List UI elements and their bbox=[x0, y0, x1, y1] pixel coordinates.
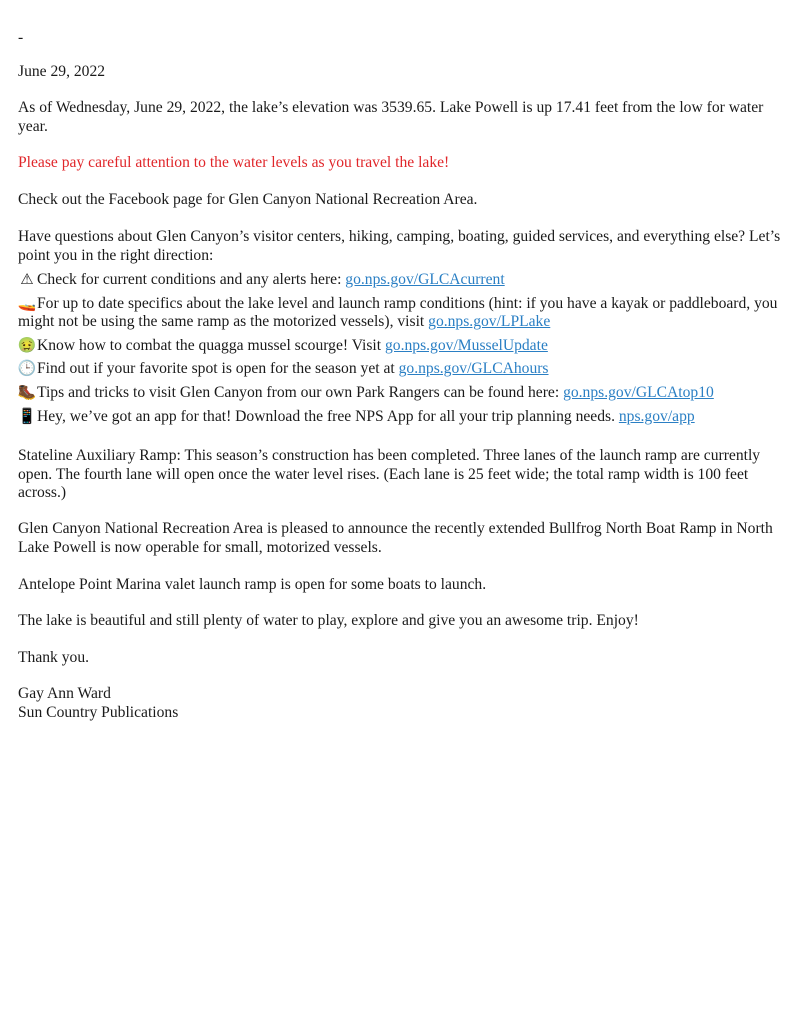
link-glca-current[interactable]: go.nps.gov/GLCAcurrent bbox=[345, 271, 505, 288]
resource-text: For up to date specifics about the lake level and launch ramp conditions (hint: if you have a kayak or paddleboard, you might not be using the same ramp as the motorized vessels), visit bbox=[18, 294, 778, 331]
dash: - bbox=[18, 29, 24, 46]
resource-text: Check for current conditions and any alerts here: bbox=[37, 271, 346, 288]
resource-item bbox=[18, 271, 788, 290]
sick-face-icon: 🤢 bbox=[17, 337, 37, 354]
elevation-paragraph: As of Wednesday, June 29, 2022, the lake’s elevation was 3539.65. Lake Powell is up 17.41 feet from the low for water year. bbox=[18, 99, 764, 135]
link-glca-top10[interactable]: go.nps.gov/GLCAtop10 bbox=[563, 383, 714, 401]
link-lp-lake[interactable]: go.nps.gov/LPLake bbox=[428, 313, 551, 331]
resource-item bbox=[18, 337, 788, 356]
resource-list bbox=[18, 265, 788, 426]
questions-paragraph: Have questions about Glen Canyon’s visitor centers, hiking, camping, boating, guided services, and everything else? Let’s point you in the right direction: bbox=[18, 228, 781, 264]
signature-org: Sun Country Publications bbox=[18, 704, 179, 721]
link-mussel-update[interactable]: go.nps.gov/MusselUpdate bbox=[385, 336, 548, 354]
resource-text: Hey, we’ve got an app for that! Download the free NPS App for all your trip planning needs. bbox=[37, 407, 619, 425]
resource-text: Find out if your favorite spot is open for the season yet at bbox=[37, 360, 399, 378]
closing-paragraph: The lake is beautiful and still plenty of water to play, explore and give you an awesome trip. Enjoy! bbox=[18, 612, 639, 629]
resource-text: Know how to combat the quagga mussel scourge! Visit bbox=[37, 336, 385, 354]
stateline-paragraph: Stateline Auxiliary Ramp: This season’s construction has been completed. Three lanes of the launch ramp are currently open. The fourth lane will open once the water level rises. (Each lane is 25 feet wide; the total ramp width is 100 feet across.) bbox=[18, 447, 761, 502]
link-nps-app[interactable]: nps.gov/app bbox=[618, 407, 695, 425]
hiking-boot-icon: 🥾 bbox=[17, 384, 37, 401]
date: June 29, 2022 bbox=[18, 63, 106, 80]
water-level-warning: Please pay careful attention to the water levels as you travel the lake! bbox=[18, 154, 450, 171]
resource-text: Tips and tricks to visit Glen Canyon from our own Park Rangers can be found here: bbox=[37, 383, 564, 401]
facebook-paragraph: Check out the Facebook page for Glen Canyon National Recreation Area. bbox=[18, 191, 478, 208]
phone-icon: 📱 bbox=[17, 408, 37, 425]
antelope-paragraph: Antelope Point Marina valet launch ramp is open for some boats to launch. bbox=[18, 576, 487, 593]
link-glca-hours[interactable]: go.nps.gov/GLCAhours bbox=[398, 360, 549, 378]
clock-icon: 🕒 bbox=[17, 361, 37, 378]
signature-name: Gay Ann Ward bbox=[18, 685, 111, 702]
resource-item bbox=[18, 295, 788, 332]
resource-item bbox=[18, 360, 788, 379]
warning-icon: ⚠ bbox=[20, 272, 34, 288]
resource-item bbox=[18, 408, 788, 427]
thanks: Thank you. bbox=[18, 649, 90, 666]
resource-item bbox=[18, 384, 788, 403]
boat-icon: 🚤 bbox=[17, 295, 37, 312]
bullfrog-paragraph: Glen Canyon National Recreation Area is pleased to announce the recently extended Bullfrog North Boat Ramp in North Lake Powell is now operable for small, motorized vessels. bbox=[18, 520, 773, 556]
